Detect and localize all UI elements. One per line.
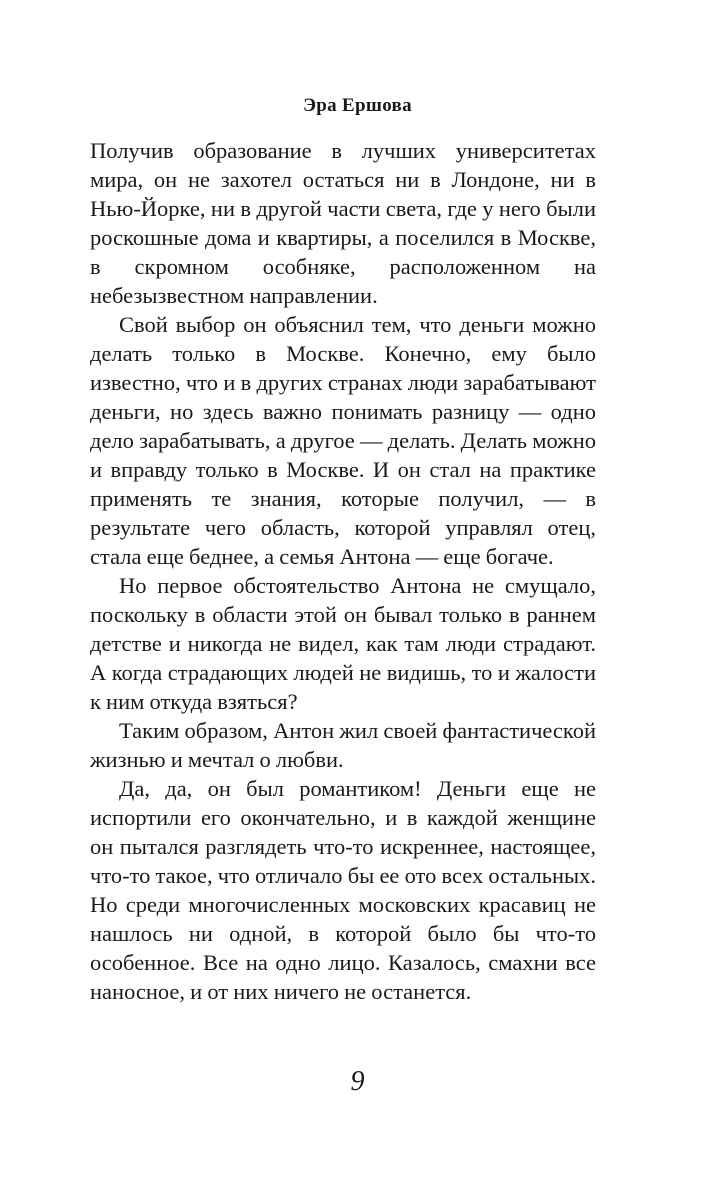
paragraph-2: Свой выбор он объяснил тем, что деньги можно делать только в Москве. Конечно, ему было известно, что и в других странах люди зарабатывают деньги, но здесь важно понимать разницу — одно дело зарабатывать, а другое — делать. Делать можно и вправду только в Москве. И он стал на практике применять те знания, которые получил, — в результате чего область, которой управлял отец, стала еще беднее, а семья Антона — еще богаче. [90, 312, 596, 569]
paragraph-4: Таким образом, Антон жил своей фантастической жизнью и мечтал о любви. [90, 718, 596, 772]
paragraph-5: Да, да, он был романтиком! Деньги еще не испортили его окончательно, и в каждой женщине он пытался разглядеть что-то искреннее, настоящее, что-то такое, что отличало бы ее ото всех остальных. Но среди многочисленных московских красавиц не нашлось ни одной, в которой было бы что-то особенное. Все на одно лицо. Казалось, смахни все наносное, и от них ничего не останется. [90, 776, 596, 1004]
paragraph-3: Но первое обстоятельство Антона не смущало, поскольку в области этой он бывал только в раннем детстве и никогда не видел, как там люди страдают. А когда страдающих людей не видишь, то и жалости к ним откуда взяться? [90, 573, 596, 714]
paragraph-1: Получив образование в лучших университетах мира, он не захотел остаться ни в Лондоне, ни в Нью-Йорке, ни в другой части света, где у него были роскошные дома и квартиры, а поселился в Москве, в скромном особняке, расположенном на небезызвестном направлении. [90, 138, 596, 308]
body-text [90, 136, 596, 1006]
page-number: 9 [350, 1066, 365, 1097]
running-head-author: Эра Ершова [303, 95, 412, 116]
